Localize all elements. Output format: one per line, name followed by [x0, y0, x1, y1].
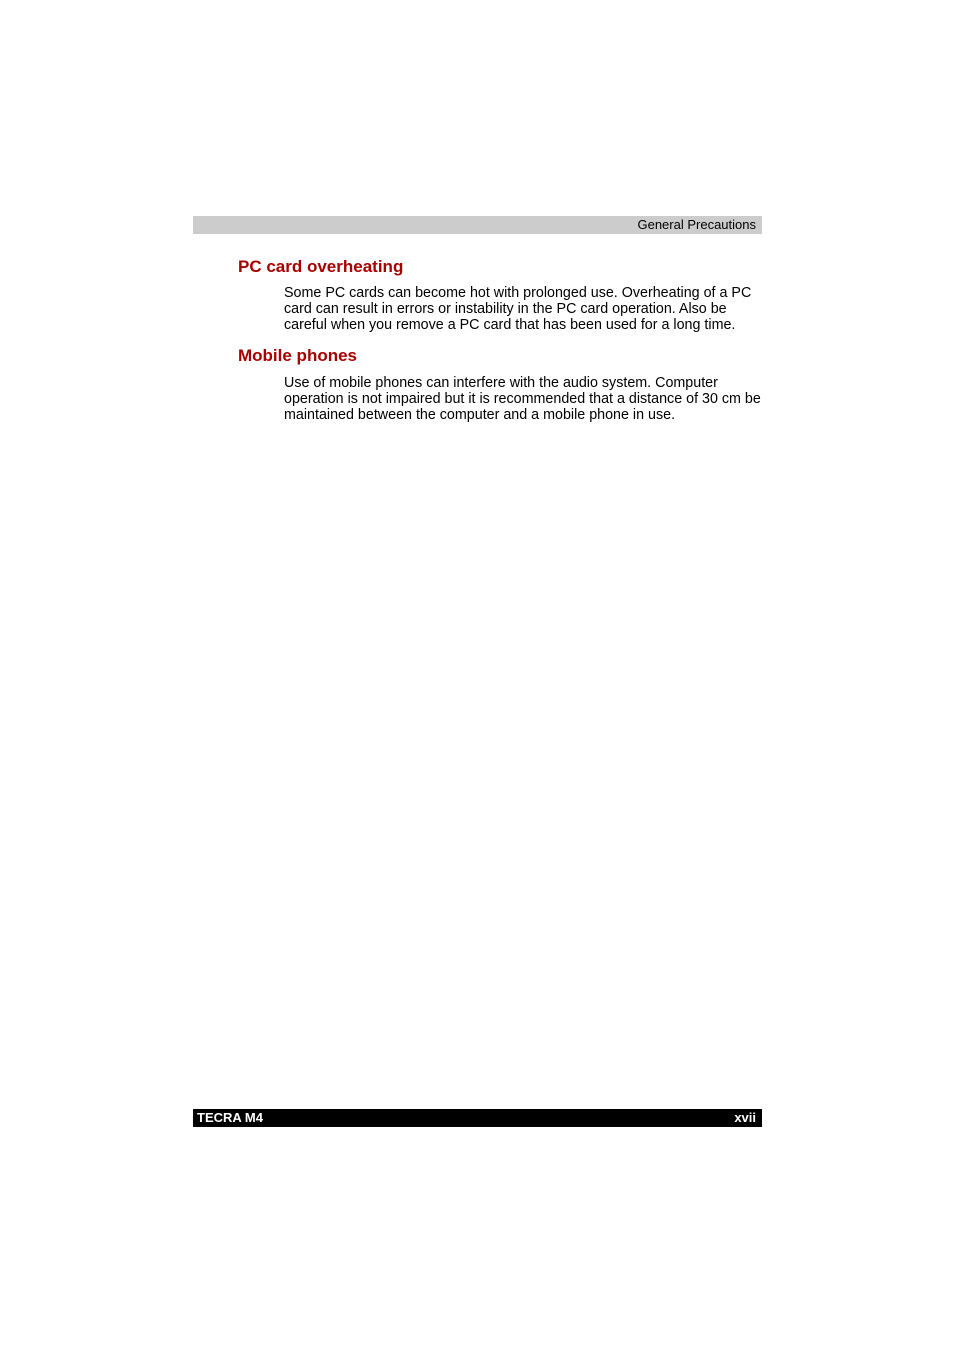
page-header-bar [193, 216, 762, 234]
chapter-title: General Precautions [637, 217, 756, 232]
product-name: TECRA M4 [197, 1110, 263, 1125]
section-heading-pc-card-overheating: PC card overheating [238, 257, 404, 276]
page-footer-bar [193, 1109, 762, 1127]
section-body-mobile-phones: Use of mobile phones can interfere with the audio system. Computer operation is not impaired but it is recommended that a distance of 30 cm be maintained between the computer and a mobile phone in use. [284, 375, 761, 423]
page-number: xvii [734, 1110, 756, 1125]
section-body-pc-card-overheating: Some PC cards can become hot with prolonged use. Overheating of a PC card can result in errors or instability in the PC card operation. Also be careful when you remove a PC card that has been used for a long time. [284, 285, 752, 333]
section-heading-mobile-phones: Mobile phones [238, 346, 357, 365]
